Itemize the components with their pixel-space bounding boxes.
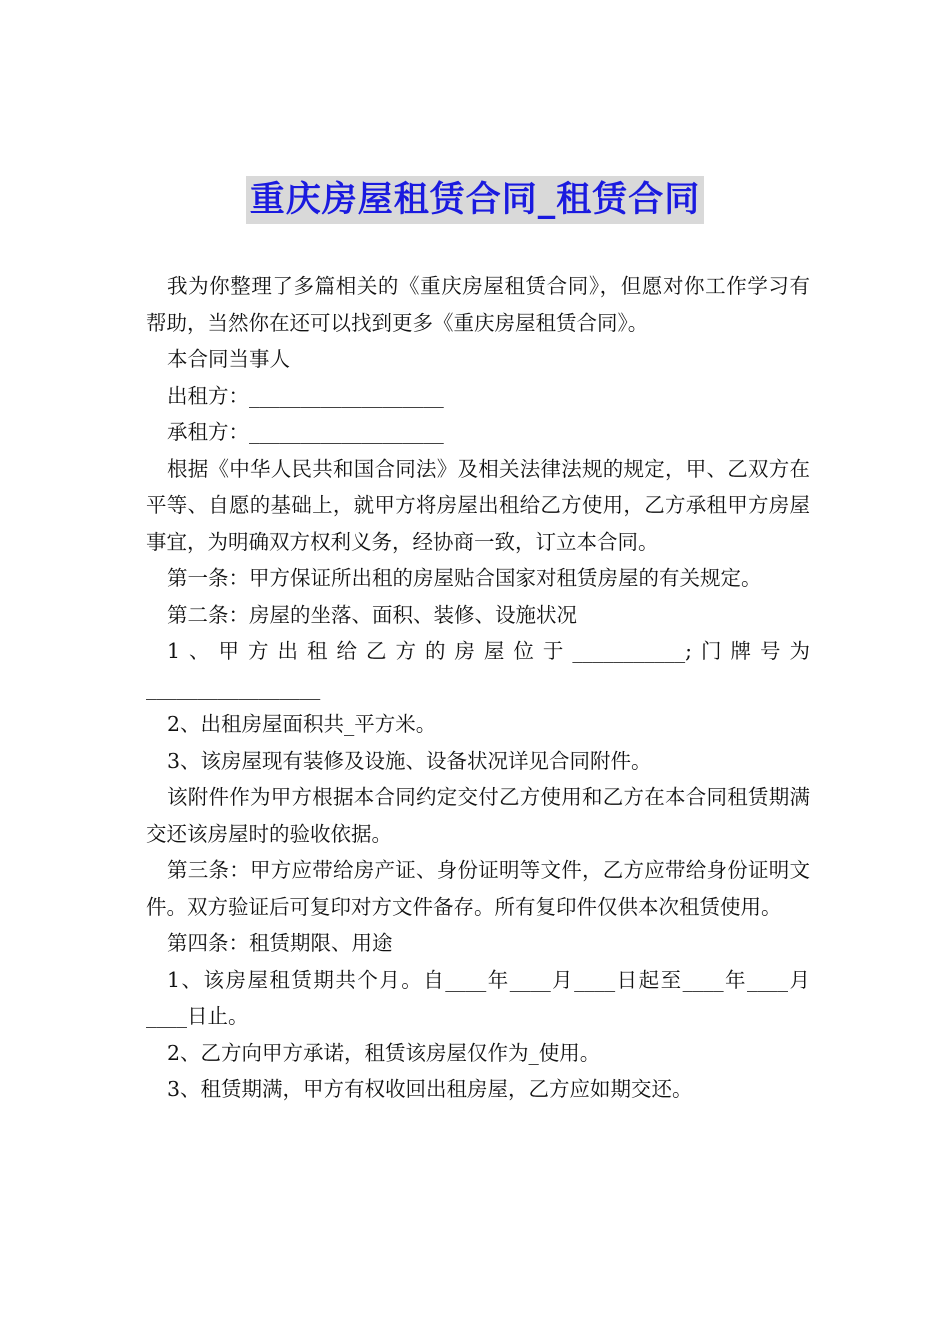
article-2-item-3: 3、该房屋现有装修及设施、设备状况详见合同附件。	[167, 748, 652, 773]
article-4-heading: 第四条：租赁期限、用途	[167, 931, 393, 955]
article-2-item-2: 2、出租房屋面积共_平方米。	[167, 712, 437, 736]
article-4-item-3: 3、租赁期满，甲方有权收回出租房屋，乙方应如期交还。	[167, 1077, 693, 1101]
lessee-line: 承租方：___________________	[167, 420, 444, 444]
article-4-item-1: 1、该房屋租赁期共个月。自____年____月____日起至____年____月____日止。	[146, 967, 810, 1028]
intro-paragraph: 我为你整理了多篇相关的《重庆房屋租赁合同》，但愿对你工作学习有帮助，当然你在还可以找到更多《重庆房屋租赁合同》。	[146, 274, 810, 335]
article-3: 第三条：甲方应带给房产证、身份证明等文件，乙方应带给身份证明文件。双方验证后可复印对方文件备存。所有复印件仅供本次租赁使用。	[146, 858, 810, 919]
document-body	[146, 268, 810, 1108]
attachment-note: 该附件作为甲方根据本合同约定交付乙方使用和乙方在本合同租赁期满交还该房屋时的验收依据。	[146, 785, 810, 846]
article-2-heading: 第二条：房屋的坐落、面积、装修、设施状况	[167, 602, 577, 627]
document-title: 重庆房屋租赁合同_租赁合同	[246, 176, 705, 224]
article-2-item-1: 1、甲方出租给乙方的房屋位于___________;门牌号为_________________	[146, 639, 810, 700]
parties-heading: 本合同当事人	[167, 347, 290, 371]
title-container	[0, 176, 950, 224]
lessor-line: 出租方：___________________	[167, 383, 444, 408]
preamble-paragraph: 根据《中华人民共和国合同法》及相关法律法规的规定，甲、乙双方在平等、自愿的基础上，就甲方将房屋出租给乙方使用，乙方承租甲方房屋事宜，为明确双方权利义务，经协商一致，订立本合同。	[146, 456, 810, 554]
article-1: 第一条：甲方保证所出租的房屋贴合国家对租赁房屋的有关规定。	[167, 566, 762, 590]
article-4-item-2: 2、乙方向甲方承诺，租赁该房屋仅作为_使用。	[167, 1040, 601, 1065]
